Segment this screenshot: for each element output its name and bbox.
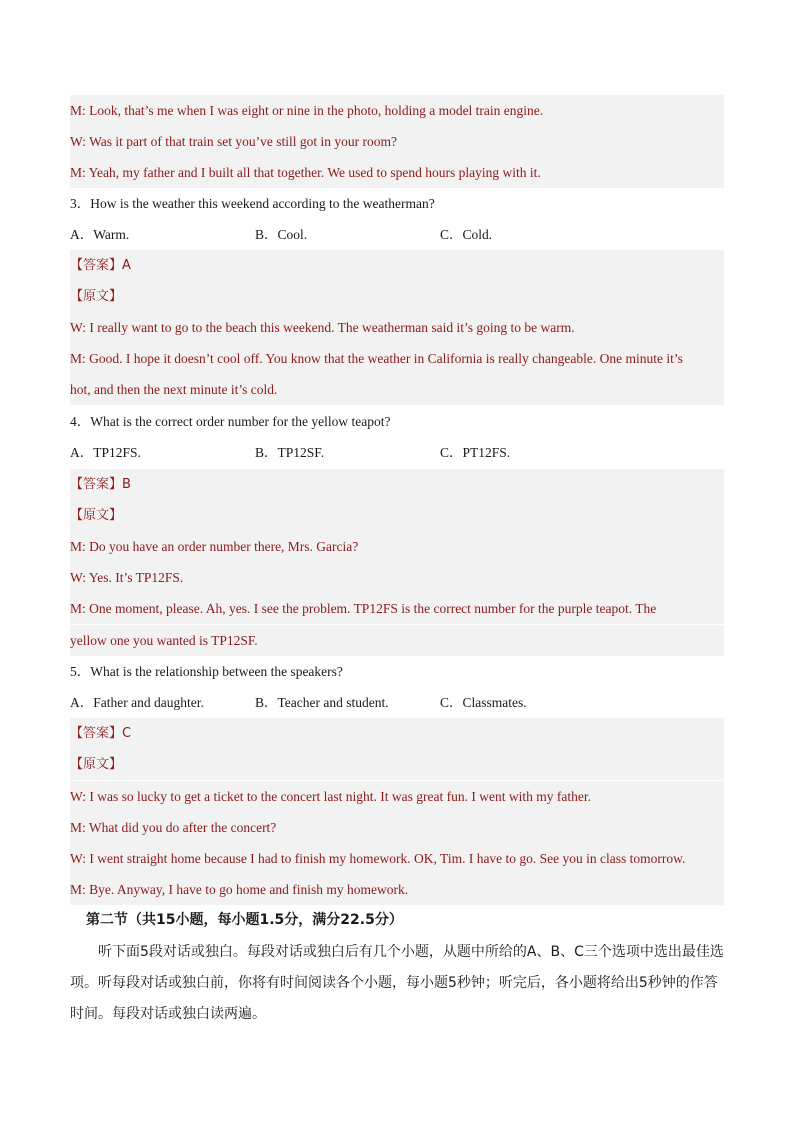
transcript-line: M: What did you do after the concert? bbox=[70, 812, 724, 843]
question-5-options bbox=[70, 687, 724, 718]
option-c: C．PT12FS. bbox=[440, 445, 511, 460]
transcript-line: W: I went straight home because I had to finish my homework. OK, Tim. I have to go. See you in class tomorrow. bbox=[70, 843, 724, 874]
transcript-label: 【原文】 bbox=[70, 749, 724, 780]
transcript-line: W: I was so lucky to get a ticket to the concert last night. It was great fun. I went with my father. bbox=[70, 781, 724, 812]
section-instructions: 听下面5段对话或独白。每段对话或独白后有几个小题，从题中所给的A、B、C三个选项中选出最佳选项。听每段对话或独白前，你将有时间阅读各个小题，每小题5秒钟；听完后，各小题将给出5秒钟的作答时间。每段对话或独白读两遍。 bbox=[70, 944, 724, 1022]
transcript-line: hot, and then the next minute it’s cold. bbox=[70, 374, 724, 405]
option-c: C．Classmates. bbox=[440, 695, 527, 710]
question-4-options bbox=[70, 437, 724, 468]
transcript-line: yellow one you wanted is TP12SF. bbox=[70, 625, 724, 656]
dialogue-line: W: Was it part of that train set you’ve still got in your room? bbox=[70, 126, 724, 157]
answer-label: 【答案】B bbox=[70, 469, 724, 500]
option-a: A．Warm. bbox=[70, 227, 130, 242]
transcript-line: M: Good. I hope it doesn’t cool off. You know that the weather in California is really changeable. One minute it’s bbox=[70, 343, 724, 374]
dialogue-line: M: Yeah, my father and I built all that together. We used to spend hours playing with it. bbox=[70, 157, 724, 188]
transcript-line: M: One moment, please. Ah, yes. I see the problem. TP12FS is the correct number for the purple teapot. The bbox=[70, 593, 724, 624]
option-b: B．Cool. bbox=[255, 227, 308, 242]
question-3: 3．How is the weather this weekend according to the weatherman? bbox=[70, 196, 435, 211]
transcript-label: 【原文】 bbox=[70, 500, 724, 531]
question-4: 4．What is the correct order number for the yellow teapot? bbox=[70, 414, 391, 429]
transcript-line: W: Yes. It’s TP12FS. bbox=[70, 562, 724, 593]
section-title: 第二节（共15小题，每小题1.5分，满分22.5分） bbox=[86, 912, 403, 928]
answer-label: 【答案】C bbox=[70, 718, 724, 749]
transcript-line: W: I really want to go to the beach this weekend. The weatherman said it’s going to be warm. bbox=[70, 312, 724, 343]
option-b: B．TP12SF. bbox=[255, 445, 325, 460]
option-c: C．Cold. bbox=[440, 227, 493, 242]
transcript-line: M: Do you have an order number there, Mrs. Garcia? bbox=[70, 531, 724, 562]
question-3-options bbox=[70, 219, 724, 250]
answer-label: 【答案】A bbox=[70, 250, 724, 281]
option-b: B．Teacher and student. bbox=[255, 695, 389, 710]
transcript-line: M: Bye. Anyway, I have to go home and finish my homework. bbox=[70, 874, 724, 905]
question-5: 5．What is the relationship between the speakers? bbox=[70, 664, 343, 679]
transcript-label: 【原文】 bbox=[70, 281, 724, 312]
option-a: A．Father and daughter. bbox=[70, 695, 204, 710]
option-a: A．TP12FS. bbox=[70, 445, 141, 460]
dialogue-line: M: Look, that’s me when I was eight or nine in the photo, holding a model train engine. bbox=[70, 95, 724, 126]
